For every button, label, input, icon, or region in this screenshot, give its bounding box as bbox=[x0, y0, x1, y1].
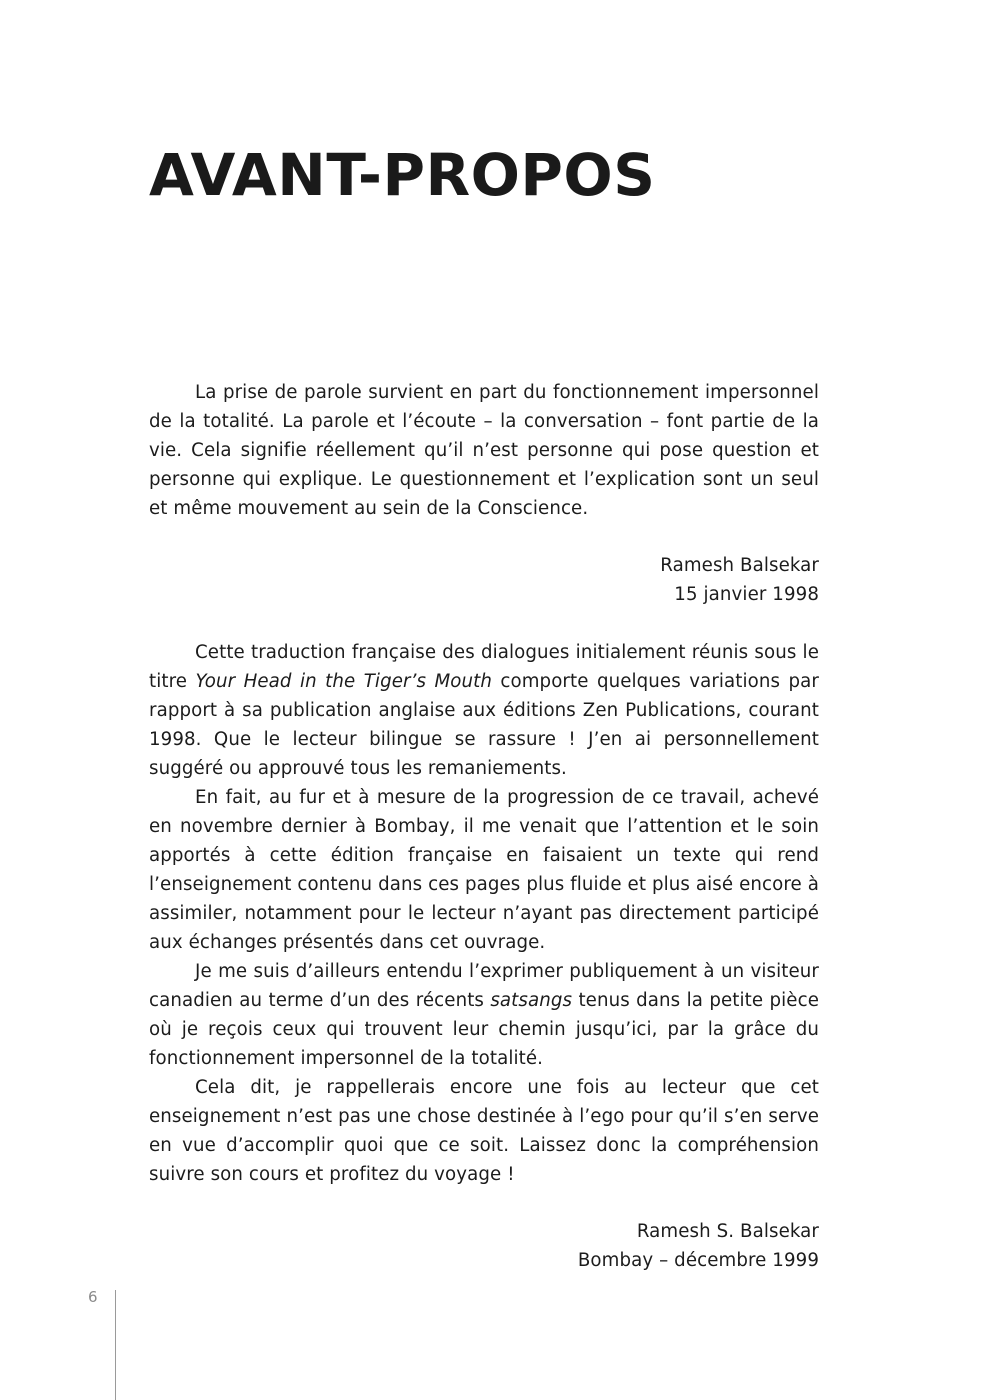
preface-p3-start: Je me suis d’ailleurs entendu l’exprimer publiquement à un visiteur canadien au terme d’un des récents bbox=[149, 961, 819, 1011]
page-number: 6 bbox=[88, 1288, 98, 1306]
preface-p1-end: comporte quelques variations par rapport à sa publication anglaise aux éditions Zen Publications, courant 1998. Que le lecteur bilingue se rassure ! J’en ai personnellement suggéré ou approuvé tous les remaniements. bbox=[149, 671, 819, 779]
satsangs-italic: satsangs bbox=[490, 990, 573, 1011]
book-title-italic: Your Head in the Tiger’s Mouth bbox=[195, 671, 492, 692]
preface-text bbox=[149, 638, 819, 1189]
signature-name: Ramesh Balsekar bbox=[660, 555, 819, 576]
signature-date: 15 janvier 1998 bbox=[674, 584, 819, 605]
page-title: AVANT-PROPOS bbox=[149, 141, 656, 209]
intro-signature bbox=[660, 551, 819, 609]
preface-signature bbox=[578, 1217, 819, 1275]
intro-quote bbox=[149, 378, 819, 523]
preface-paragraph-3 bbox=[149, 957, 819, 1073]
preface-paragraph-1 bbox=[149, 638, 819, 783]
intro-paragraph: La prise de parole survient en part du fonctionnement impersonnel de la totalité. La parole et l’écoute – la conversation – font partie de la vie. Cela signifie réellement qu’il n’est personne qui pose question et personne qui explique. Le questionnement et l’explication sont un seul et même mouvement au sein de la Conscience. bbox=[149, 382, 819, 519]
signature-name: Ramesh S. Balsekar bbox=[636, 1221, 819, 1242]
signature-place-date: Bombay – décembre 1999 bbox=[577, 1250, 819, 1271]
preface-p1-start: Cette traduction française des dialogues initialement réunis sous le titre bbox=[149, 642, 819, 692]
margin-rule bbox=[115, 1290, 116, 1400]
preface-paragraph-4: Cela dit, je rappellerais encore une fois au lecteur que cet enseignement n’est pas une chose destinée à l’ego pour qu’il s’en serve en vue d’accomplir quoi que ce soit. Laissez donc la compréhension suivre son cours et profitez du voyage ! bbox=[149, 1077, 819, 1185]
preface-paragraph-2: En fait, au fur et à mesure de la progression de ce travail, achevé en novembre dernier à Bombay, il me venait que l’attention et le soin apportés à cette édition française en faisaient un texte qui rend l’enseignement contenu dans ces pages plus fluide et plus aisé encore à assimiler, notamment pour le lecteur n’ayant pas directement participé aux échanges présentés dans cet ouvrage. bbox=[149, 787, 819, 953]
preface-p3-end: tenus dans la petite pièce où je reçois ceux qui trouvent leur chemin jusqu’ici, par la grâce du fonctionnement impersonnel de la totalité. bbox=[149, 990, 819, 1069]
